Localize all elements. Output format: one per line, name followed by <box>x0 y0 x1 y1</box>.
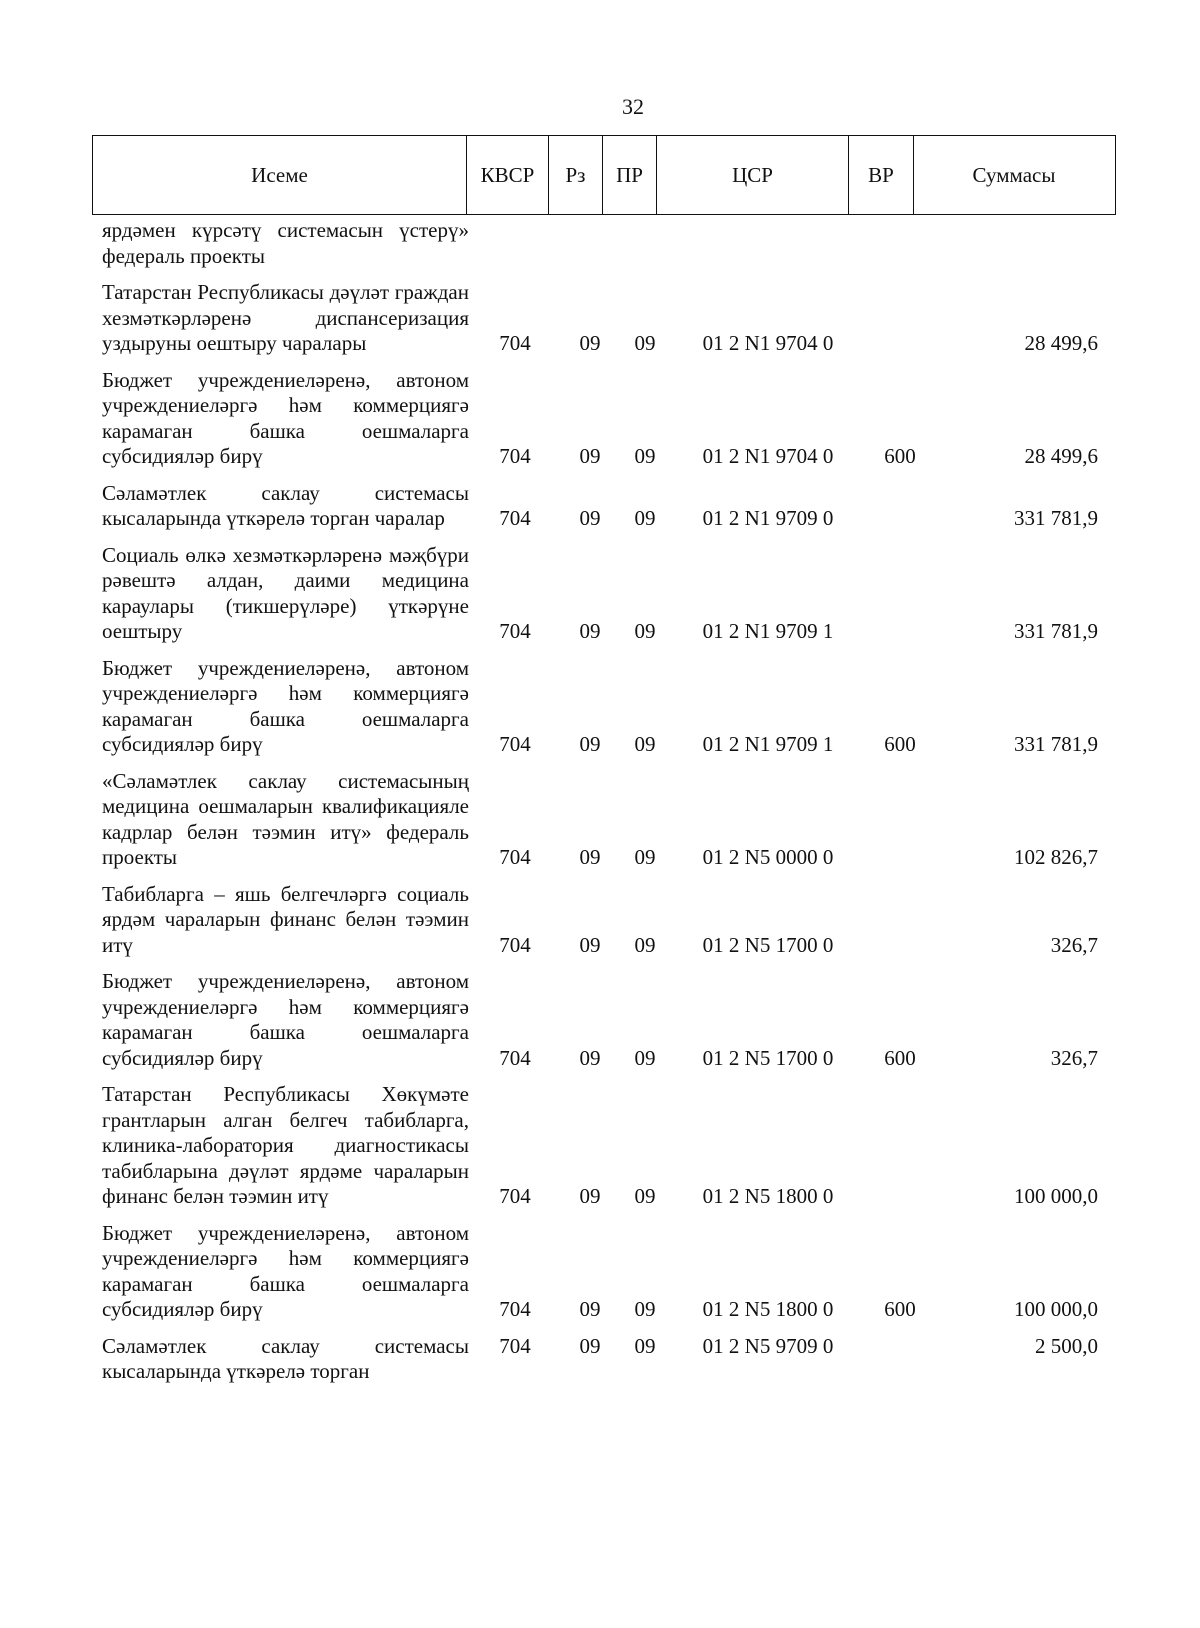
row-pr: 09 <box>634 1045 656 1070</box>
row-csr: 01 2 N5 1700 0 <box>702 932 834 957</box>
row-pr: 09 <box>634 845 656 869</box>
table-row <box>0 368 1200 470</box>
row-pr: 09 <box>634 444 656 468</box>
row-csr: 01 2 N5 1700 0 <box>702 1045 834 1070</box>
row-name: Бюджет учреждениеләренә, автоном учреждениеләргә һәм коммерциягә карамаган башка оешмаларга субсидияләр бирү <box>102 1220 469 1321</box>
row-name: Сәламәтлек саклау системасы кысаларында үткәрелә торган <box>102 1333 469 1383</box>
row-sum: 102 826,7 <box>1014 845 1098 869</box>
row-pr: 09 <box>634 506 656 530</box>
row-pr: 09 <box>634 1334 656 1358</box>
row-rz: 09 <box>579 331 601 355</box>
table-row <box>0 1221 1200 1323</box>
row-csr: 01 2 N1 9709 1 <box>702 619 834 643</box>
table-row <box>0 769 1200 871</box>
row-rz: 09 <box>579 845 601 869</box>
row-kvsr: 704 <box>499 506 531 530</box>
page-number: 32 <box>622 94 644 119</box>
row-rz: 09 <box>579 732 601 756</box>
row-rz: 09 <box>579 1334 601 1358</box>
header-pr: ПР <box>602 136 656 214</box>
row-vr: 600 <box>884 732 916 756</box>
table-row <box>0 1082 1200 1210</box>
row-csr: 01 2 N1 9709 0 <box>702 506 834 530</box>
row-sum: 331 781,9 <box>1014 619 1098 643</box>
row-kvsr: 704 <box>499 331 531 355</box>
row-sum: 326,7 <box>1050 1045 1098 1070</box>
row-rz: 09 <box>579 1045 601 1070</box>
table-header <box>92 135 1116 215</box>
row-csr: 01 2 N1 9709 1 <box>702 732 834 756</box>
table-row <box>0 543 1200 645</box>
table-row <box>0 280 1200 357</box>
row-pr: 09 <box>634 1184 656 1208</box>
row-name: ярдәмен күрсәтү системасын үстерү» федераль проекты <box>102 218 469 268</box>
row-pr: 09 <box>634 619 656 643</box>
row-name: Татарстан Республикасы дәүләт граждан хезмәткәрләренә диспансеризация уздыруны оештыру чаралары <box>102 280 469 355</box>
row-csr: 01 2 N1 9704 0 <box>702 331 834 355</box>
row-name: Табибларга – яшь белгечләргә социаль ярдәм чараларын финанс белән тәэмин итү <box>102 881 469 957</box>
row-sum: 28 499,6 <box>1024 444 1098 468</box>
row-csr: 01 2 N5 0000 0 <box>702 845 834 869</box>
row-kvsr: 704 <box>499 732 531 756</box>
header-csr: ЦСР <box>656 136 848 214</box>
row-rz: 09 <box>579 506 601 530</box>
row-name: Сәламәтлек саклау системасы кысаларында үткәрелә торган чаралар <box>102 480 469 530</box>
row-kvsr: 704 <box>499 1334 531 1358</box>
header-name: Исеме <box>251 162 308 187</box>
row-csr: 01 2 N5 9709 0 <box>702 1334 834 1358</box>
row-rz: 09 <box>579 619 601 643</box>
row-pr: 09 <box>634 1297 656 1321</box>
row-csr: 01 2 N5 1800 0 <box>702 1184 834 1208</box>
table-row <box>0 882 1200 959</box>
row-name: Бюджет учреждениеләренә, автоном учреждениеләргә һәм коммерциягә карамаган башка оешмаларга субсидияләр бирү <box>102 367 469 468</box>
row-name: Бюджет учреждениеләренә, автоном учреждениеләргә һәм коммерциягә карамаган башка оешмаларга субсидияләр бирү <box>102 969 469 1070</box>
row-vr: 600 <box>884 1297 916 1321</box>
header-kvsr: КВСР <box>466 136 548 214</box>
row-kvsr: 704 <box>499 1297 531 1321</box>
row-sum: 28 499,6 <box>1024 331 1098 355</box>
row-name: Социаль өлкә хезмәткәрләренә мәҗбүри рәвештә алдан, даими медицина караулары (тикшерүләре) үткәрүне оештыру <box>102 542 469 643</box>
row-csr: 01 2 N5 1800 0 <box>702 1297 834 1321</box>
row-sum: 331 781,9 <box>1014 506 1098 530</box>
row-rz: 09 <box>579 444 601 468</box>
table-row <box>0 969 1200 1071</box>
row-kvsr: 704 <box>499 932 531 957</box>
row-rz: 09 <box>579 932 601 957</box>
header-vr: ВР <box>848 136 913 214</box>
row-sum: 326,7 <box>1050 932 1098 957</box>
row-kvsr: 704 <box>499 1045 531 1070</box>
row-pr: 09 <box>634 331 656 355</box>
header-sum: Суммасы <box>913 136 1114 214</box>
row-name: Бюджет учреждениеләренә, автоном учреждениеләргә һәм коммерциягә карамаган башка оешмаларга субсидияләр бирү <box>102 655 469 756</box>
table-row <box>0 218 1200 269</box>
header-rz: Рз <box>548 136 602 214</box>
row-vr: 600 <box>884 1045 916 1070</box>
row-kvsr: 704 <box>499 845 531 869</box>
row-sum: 2 500,0 <box>1035 1334 1098 1358</box>
row-rz: 09 <box>579 1184 601 1208</box>
row-kvsr: 704 <box>499 619 531 643</box>
row-sum: 331 781,9 <box>1014 732 1098 756</box>
row-vr: 600 <box>884 444 916 468</box>
table-row <box>0 1334 1200 1385</box>
row-kvsr: 704 <box>499 444 531 468</box>
row-kvsr: 704 <box>499 1184 531 1208</box>
table-body <box>0 218 1200 1396</box>
row-sum: 100 000,0 <box>1014 1184 1098 1208</box>
row-sum: 100 000,0 <box>1014 1297 1098 1321</box>
row-name: Татарстан Республикасы Хөкүмәте грантларын алган белгеч табибларга, клиника-лаборатория диагностикасы табибларына дәүләт ярдәме чараларын финанс белән тәэмин итү <box>102 1082 469 1208</box>
row-pr: 09 <box>634 732 656 756</box>
row-csr: 01 2 N1 9704 0 <box>702 444 834 468</box>
row-rz: 09 <box>579 1297 601 1321</box>
table-row <box>0 656 1200 758</box>
table-row <box>0 481 1200 532</box>
row-pr: 09 <box>634 932 656 957</box>
row-name: «Сәламәтлек саклау системасының медицина оешмаларын квалификацияле кадрлар белән тәэмин итү» федераль проекты <box>102 768 469 869</box>
